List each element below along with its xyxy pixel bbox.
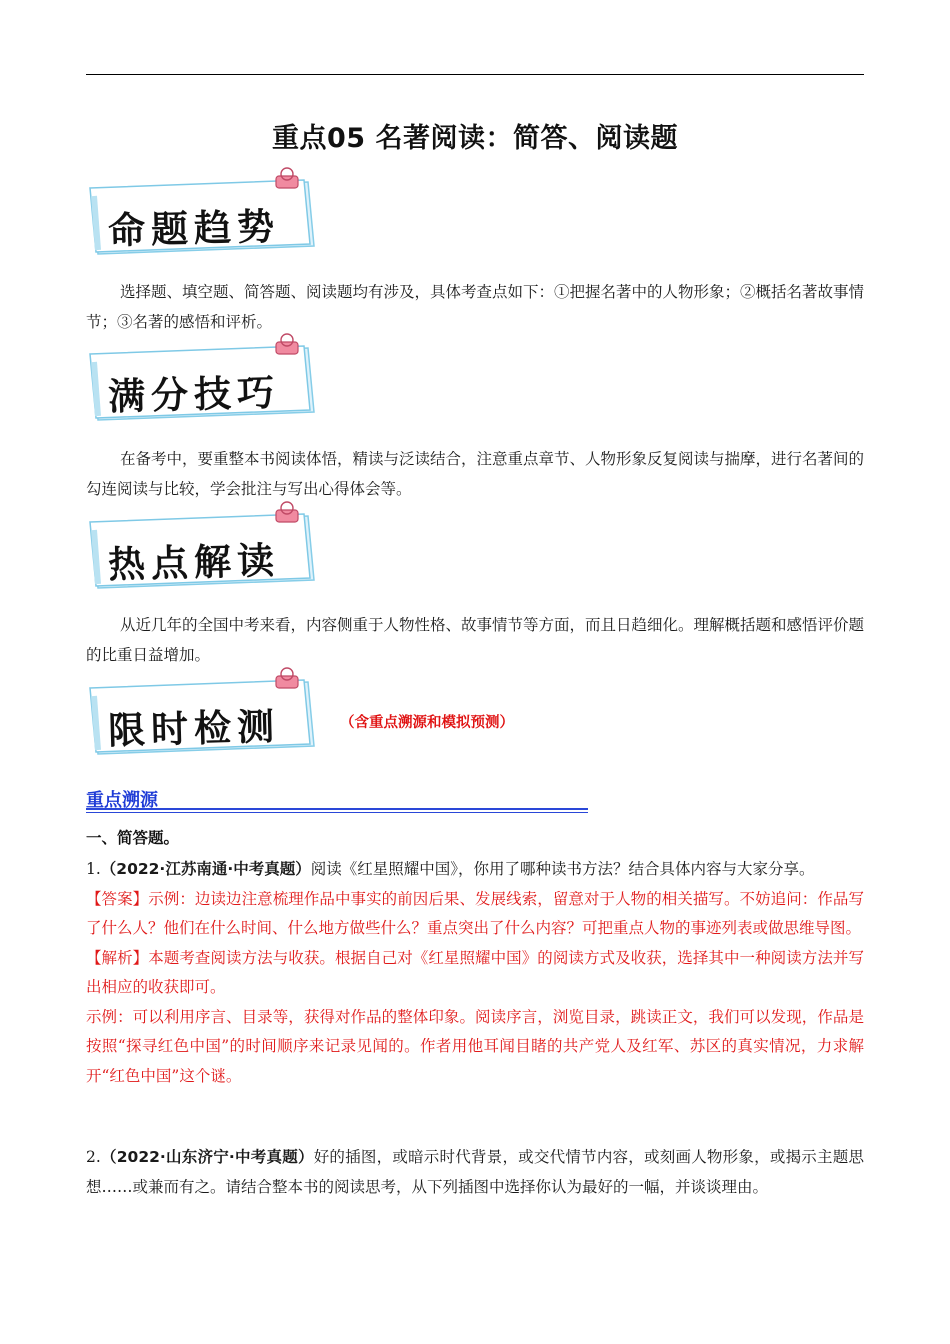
section-heading: 满分技巧 [107,369,281,419]
question-text: 好的插图，或暗示时代背景，或交代情节内容，或刻画人物形象，或揭示主题思想……或兼而有之。请结合整本书的阅读思考，从下列插图中选择你认为最好的一幅，并谈谈理由。 [86,1148,864,1196]
section-body: 选择题、填空题、简答题、阅读题均有涉及，具体考查点如下：①把握名著中的人物形象；②概括名著故事情节；③名著的感悟和评析。 [86,283,865,331]
section-badge-hotspot [86,510,316,594]
question-source: （2022·山东济宁·中考真题） [100,1148,314,1166]
divider [86,812,588,813]
section-body: 从近几年的全国中考来看，内容侧重于人物性格、故事情节等方面，而且日趋细化。理解概括题和感悟评价题的比重日益增加。 [86,616,865,664]
section-badge-trend [86,176,316,260]
answer-text: 示例：边读边注意梳理作品中事实的前因后果、发展线索，留意对于人物的相关描写。不妨追问：作品写了什么人？他们在什么时间、什么地方做些什么？重点突出了什么内容？可把重点人物的事迹列表或做思维导图。 [86,889,864,937]
analysis-text: 本题考查阅读方法与收获。根据自己对《红星照耀中国》的阅读方式及收获，选择其中一种阅读方法并写出相应的收获即可。 [86,948,864,996]
section-badge-skill [86,342,316,426]
question-stem [86,1143,864,1202]
section-heading: 命题趋势 [107,203,281,253]
question-2 [86,1143,864,1202]
analysis-tag: 【解析】 [86,948,149,967]
section-heading: 热点解读 [107,537,281,587]
question-source: （2022·江苏南通·中考真题） [100,860,311,878]
divider [86,808,588,810]
analysis-block [86,944,864,1003]
section-body: 在备考中，要重整本书阅读体悟，精读与泛读结合，注意重点章节、人物形象反复阅读与揣摩，进行名著间的勾连阅读与比较，学会批注与写出心得体会等。 [86,450,865,498]
answer-block [86,885,864,944]
section-note: （含重点溯源和模拟预测） [340,715,514,731]
header-rule [86,74,864,75]
question-1 [86,855,864,1091]
example-block: 示例：可以利用序言、目录等，获得对作品的整体印象。阅读序言，浏览目录，跳读正文，我们可以发现，作品是按照“探寻红色中国”的时间顺序来记录见闻的。作者用他耳闻目睹的共产党人及红军、苏区的真实情况，力求解开“红色中国”这个谜。 [86,1007,864,1085]
section-heading: 限时检测 [107,703,281,753]
question-number: 2. [86,1148,101,1166]
section-badge-test [86,676,316,760]
question-number: 1. [86,860,101,878]
page-title: 重点05 名著阅读：简答、阅读题 [272,123,678,154]
answer-tag: 【答案】 [86,889,149,908]
question-text: 阅读《红星照耀中国》，你用了哪种读书方法？结合具体内容与大家分享。 [310,860,815,878]
question-type-heading: 一、简答题。 [86,829,180,847]
question-stem [86,855,864,885]
source-heading-link[interactable]: 重点溯源 [86,790,158,811]
